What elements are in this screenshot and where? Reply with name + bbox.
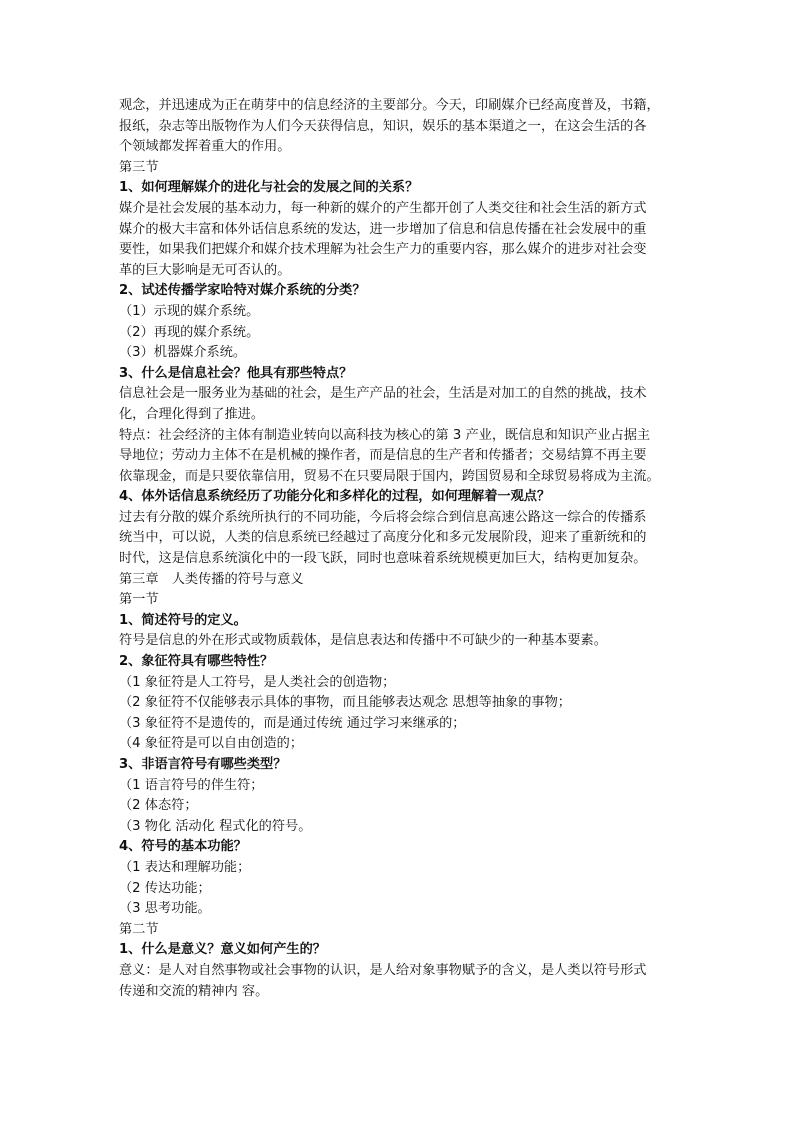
text-line: 传递和交流的精神内 容。 [119, 983, 269, 999]
question-heading: 2、象征符具有哪些特性？ [119, 654, 274, 670]
text-line: 第二节 [119, 921, 159, 937]
text-line: （3 物化 活动化 程式化的符号。 [119, 818, 312, 834]
text-line: （3）机器媒介系统。 [119, 345, 247, 361]
text-line: 时代，这是信息系统演化中的一段飞跃，同时也意味着系统规模更加巨大，结构更加复杂。 [119, 551, 647, 567]
text-line: 信息社会是一服务业为基础的社会，是生产产品的社会，生活是对加工的自然的挑战，技术 [119, 386, 647, 402]
text-line: （2 传达功能； [119, 880, 211, 896]
text-line: （1）示现的媒介系统。 [119, 303, 260, 319]
question-heading: 1、如何理解媒介的进化与社会的发展之间的关系？ [119, 180, 419, 196]
text-line: （1 象征符是人工符号，是人类社会的创造物； [119, 674, 396, 690]
document-body [119, 96, 679, 1002]
question-heading: 4、符号的基本功能？ [119, 839, 247, 855]
text-line: （1 语言符号的伴生符； [119, 777, 264, 793]
question-heading: 4、体外话信息系统经历了功能分化和多样化的过程，如何理解着一观点？ [119, 489, 551, 505]
question-heading: 3、什么是信息社会？他具有那些特点？ [119, 365, 353, 381]
text-line: （2）再现的媒介系统。 [119, 324, 260, 340]
question-heading: 1、简述符号的定义。 [119, 612, 247, 628]
text-line: 意义：是人对自然事物或社会事物的认识，是人给对象事物赋予的含义，是人类以符号形式 [119, 962, 647, 978]
text-line: 观念，并迅速成为正在萌芽中的信息经济的主要部分。今天，印刷媒介已经高度普及，书籍， [119, 98, 660, 113]
text-line: （1 表达和理解功能； [119, 859, 251, 875]
text-line: 要性，如果我们把媒介和媒介技术理解为社会生产力的重要内容，那么媒介的进步对社会变 [119, 242, 647, 258]
text-line: 统当中，可以说，人类的信息系统已经越过了高度分化和多元发展阶段，迎来了重新统和的 [119, 530, 647, 546]
question-heading: 2、试述传播学家哈特对媒介系统的分类？ [119, 283, 366, 299]
question-heading: 3、非语言符号有哪些类型？ [119, 757, 287, 772]
text-line: 第三章 人类传播的符号与意义 [119, 571, 304, 587]
text-line: 革的巨大影响是无可否认的。 [119, 262, 291, 278]
text-line: 特点：社会经济的主体有制造业转向以高科技为核心的第 3 产业，既信息和知识产业占据主 [119, 427, 651, 443]
text-line: （2 象征符不仅能够表示具体的事物，而且能够表达观念 思想等抽象的事物； [119, 695, 571, 711]
text-line: 化，合理化得到了推进。 [119, 406, 265, 422]
question-heading: 1、什么是意义？意义如何产生的？ [119, 942, 326, 958]
text-line: 过去有分散的媒介系统所执行的不同功能，今后将会综合到信息高速公路这一综合的传播系 [119, 509, 647, 525]
text-line: （2 体态符； [119, 798, 198, 814]
text-line: 导地位；劳动力主体不在是机械的操作者，而是信息的生产者和传播者；交易结算不再主要 [119, 448, 647, 464]
text-line: 依靠现金，而是只要依靠信用，贸易不在只要局限于国内，跨国贸易和全球贸易将成为主流。 [119, 468, 660, 484]
text-line: 第三节 [119, 159, 159, 175]
text-line: 符号是信息的外在形式或物质载体，是信息表达和传播中不可缺少的一种基本要素。 [119, 633, 607, 649]
text-line: 第一节 [119, 592, 159, 608]
text-line: 报纸，杂志等出版物作为人们今天获得信息，知识，娱乐的基本渠道之一，在这会生活的各 [119, 118, 647, 134]
text-line: 媒介是社会发展的基本动力，每一种新的媒介的产生都开创了人类交往和社会生活的新方式 [119, 200, 647, 216]
text-line: （4 象征符是可以自由创造的； [119, 736, 304, 752]
text-line: （3 象征符不是遗传的，而是通过传统 通过学习来继承的； [119, 715, 466, 731]
text-line: 个领域都发挥着重大的作用。 [119, 139, 291, 155]
text-line: 媒介的极大丰富和体外话信息系统的发达，进一步增加了信息和信息传播在社会发展中的重 [119, 221, 647, 237]
text-line: （3 思考功能。 [119, 901, 211, 917]
